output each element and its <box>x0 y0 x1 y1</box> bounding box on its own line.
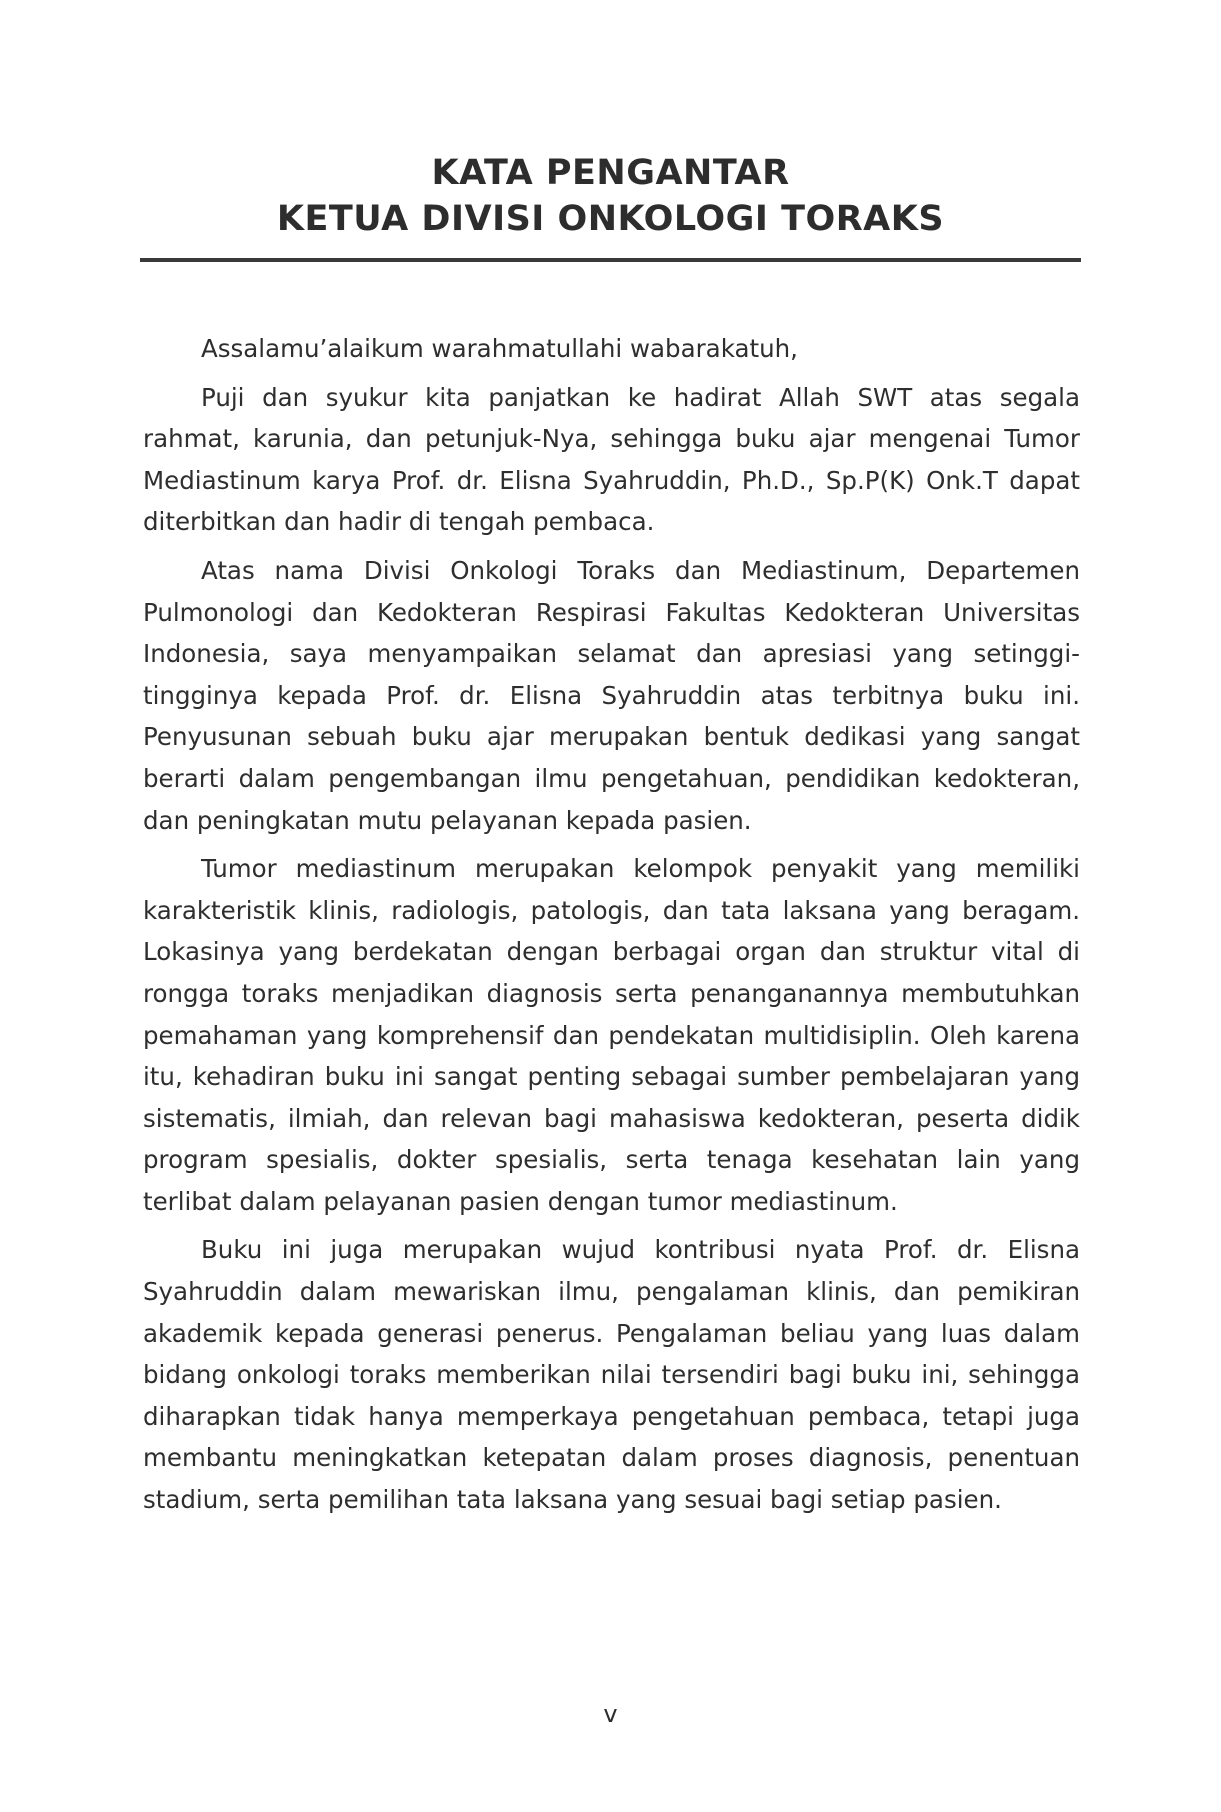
heading-line-2: KETUA DIVISI ONKOLOGI TORAKS <box>276 199 945 239</box>
paragraph-greeting: Assalamu’alaikum warahmatullahi wabarakatuh, <box>201 334 798 363</box>
page-number: v <box>603 1700 618 1728</box>
heading-divider <box>140 258 1081 262</box>
chapter-heading <box>140 150 1081 242</box>
paragraph: Tumor mediastinum merupakan kelompok penyakit yang memiliki karakteristik klinis, radiologis, patologis, dan tata laksana yang beragam. Lokasinya yang berdekatan dengan berbagai organ dan struktur vital di rongga toraks menjadikan diagnosis serta penanganannya membutuhkan pemahaman yang komprehensif dan pendekatan multidisiplin. Oleh karena itu, kehadiran buku ini sangat penting sebagai sumber pembelajaran yang sistematis, ilmiah, dan relevan bagi mahasiswa kedokteran, peserta didik program spesialis, dokter spesialis, serta tenaga kesehatan lain yang terlibat dalam pelayanan pasien dengan tumor mediastinum. <box>143 854 1080 1216</box>
paragraph: Buku ini juga merupakan wujud kontribusi nyata Prof. dr. Elisna Syahruddin dalam mewariskan ilmu, pengalaman klinis, dan pemikiran akademik kepada generasi penerus. Pengalaman beliau yang luas dalam bidang onkologi toraks memberikan nilai tersendiri bagi buku ini, sehingga diharapkan tidak hanya memperkaya pengetahuan pembaca, tetapi juga membantu meningkatkan ketepatan dalam proses diagnosis, penentuan stadium, serta pemilihan tata laksana yang sesuai bagi setiap pasien. <box>143 1235 1080 1515</box>
paragraph: Atas nama Divisi Onkologi Toraks dan Mediastinum, Departemen Pulmonologi dan Kedokteran Respirasi Fakultas Kedokteran Universitas Indonesia, saya menyampaikan selamat dan apresiasi yang setinggi-tingginya kepada Prof. dr. Elisna Syahruddin atas terbitnya buku ini. Penyusunan sebuah buku ajar merupakan bentuk dedikasi yang sangat berarti dalam pengembangan ilmu pengetahuan, pendidikan kedokteran, dan peningkatan mutu pelayanan kepada pasien. <box>143 555 1080 835</box>
body-text <box>143 328 1080 1528</box>
paragraph: Puji dan syukur kita panjatkan ke hadirat Allah SWT atas segala rahmat, karunia, dan petunjuk-Nya, sehingga buku ajar mengenai Tumor Mediastinum karya Prof. dr. Elisna Syahruddin, Ph.D., Sp.P(K) Onk.T dapat diterbitkan dan hadir di tengah pembaca. <box>143 382 1080 537</box>
heading-line-1: KATA PENGANTAR <box>431 153 790 193</box>
